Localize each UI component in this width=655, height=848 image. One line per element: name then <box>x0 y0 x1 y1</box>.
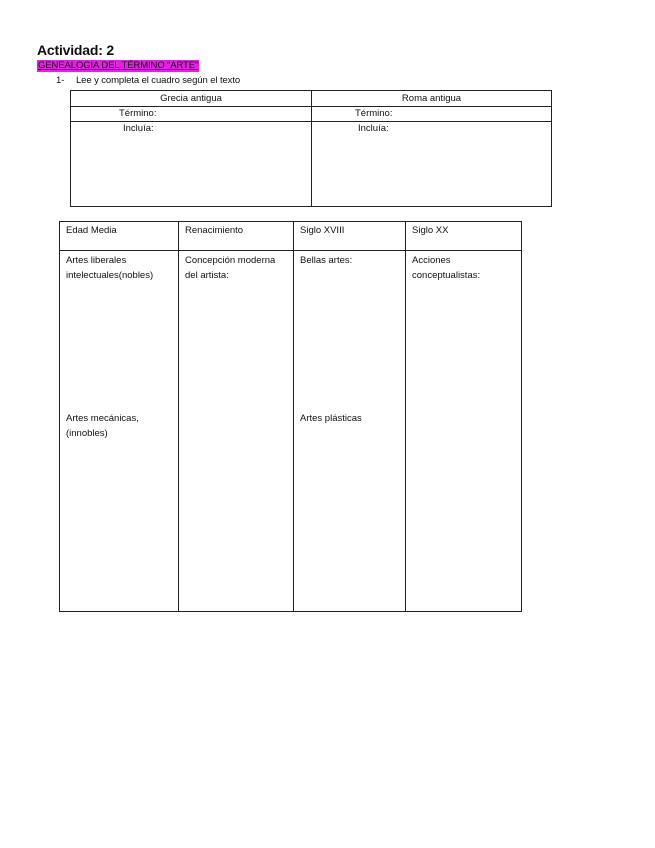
column-heading: Siglo XVIII <box>294 222 405 251</box>
table-periods <box>59 221 522 612</box>
cell-text[interactable]: Bellas artes: <box>300 255 353 266</box>
includes-field[interactable]: Incluía: <box>123 123 154 134</box>
column-siglo-xx <box>406 222 521 611</box>
column-edad-media <box>60 222 179 611</box>
cell-text[interactable]: Artes mecánicas, (innobles) <box>66 413 139 439</box>
section-subtitle: GENEALOGIA DEL TÉRMINO “ARTE” <box>38 60 199 71</box>
instruction <box>56 75 240 87</box>
instruction-number: 1- <box>56 75 65 86</box>
term-field[interactable]: Término: <box>71 107 311 122</box>
column-siglo-xviii <box>294 222 406 611</box>
column-heading: Edad Media <box>60 222 178 251</box>
column-roma <box>312 91 551 206</box>
cell-text[interactable]: Concepción moderna del artista: <box>185 255 276 281</box>
includes-field[interactable]: Incluía: <box>358 123 389 134</box>
page-title: Actividad: 2 <box>37 42 114 58</box>
column-renacimiento <box>179 222 294 611</box>
column-heading: Siglo XX <box>406 222 521 251</box>
column-grecia <box>71 91 312 206</box>
cell-text[interactable]: Artes plásticas <box>300 413 362 424</box>
instruction-text: Lee y completa el cuadro según el texto <box>76 75 241 86</box>
cell-text[interactable]: Artes liberales intelectuales(nobles) <box>66 255 154 281</box>
column-heading: Renacimiento <box>179 222 293 251</box>
table-antiquity <box>70 90 552 207</box>
column-heading: Roma antigua <box>312 91 551 107</box>
term-field[interactable]: Término: <box>312 107 551 122</box>
cell-text[interactable]: Acciones conceptualistas: <box>412 255 481 281</box>
column-heading: Grecia antigua <box>71 91 311 107</box>
